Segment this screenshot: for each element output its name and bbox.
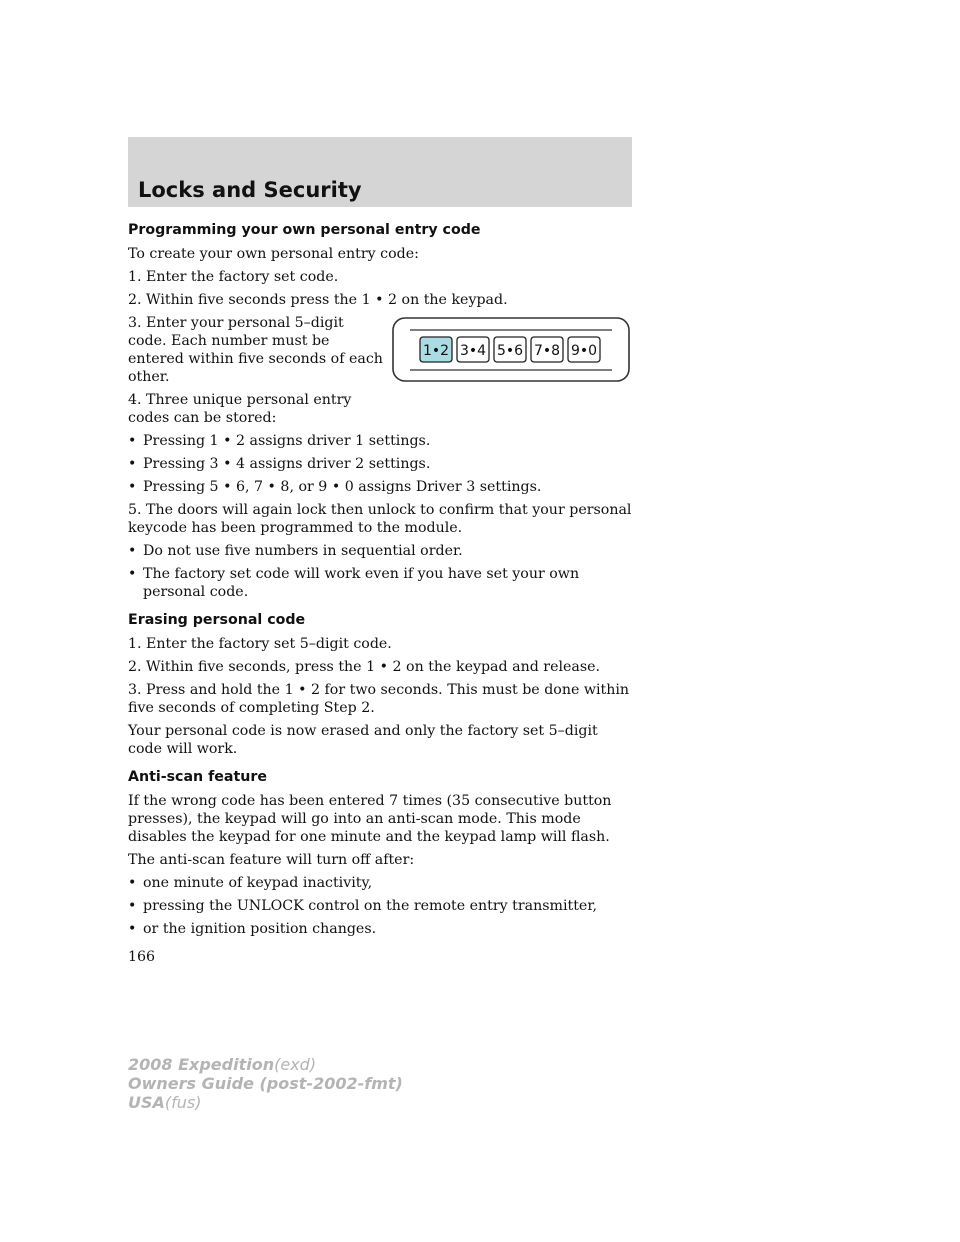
section-title: Locks and Security (138, 178, 362, 202)
keypad-key-label: 1•2 (422, 343, 450, 359)
list-item: • The factory set code will work even if you have set your own personal code. (128, 566, 580, 600)
bullet-icon: • (128, 433, 137, 449)
heading-antiscan: Anti-scan feature (128, 769, 267, 785)
programming-step-4: 4. Three unique personal entry codes can be stored: (128, 392, 352, 426)
bullet-icon: • (128, 921, 137, 937)
heading-erasing: Erasing personal code (128, 612, 306, 628)
footer-line-region: USA(fus) (128, 1093, 202, 1112)
programming-intro: To create your own personal entry code: (128, 246, 419, 262)
keypad-key-label: 9•0 (570, 343, 598, 359)
bullet-icon: • (128, 543, 137, 559)
programming-step-5: 5. The doors will again lock then unlock to confirm that your personal keycode has been programmed to the module. (128, 502, 632, 536)
footer-line-guide: Owners Guide (post-2002-fmt) (128, 1074, 403, 1093)
bullet-icon: • (128, 456, 137, 472)
antiscan-intro: The anti-scan feature will turn off after: (128, 852, 415, 868)
list-item: • Pressing 1 • 2 assigns driver 1 settings. (128, 433, 431, 449)
bullet-icon: • (128, 566, 137, 582)
bullet-icon: • (128, 875, 137, 891)
list-item: • or the ignition position changes. (128, 921, 377, 937)
list-item: • Pressing 3 • 4 assigns driver 2 settings. (128, 456, 431, 472)
erasing-step-2: 2. Within five seconds, press the 1 • 2 on the keypad and release. (128, 659, 601, 675)
bullet-icon: • (128, 479, 137, 495)
footer-line-model: 2008 Expedition(exd) (128, 1055, 317, 1074)
page-content (128, 221, 632, 971)
list-item: • Pressing 5 • 6, 7 • 8, or 9 • 0 assigns Driver 3 settings. (128, 479, 542, 495)
footer (128, 1055, 403, 1112)
programming-step-2: 2. Within five seconds press the 1 • 2 on the keypad. (128, 292, 508, 308)
erasing-step-1: 1. Enter the factory set 5–digit code. (128, 636, 392, 652)
keypad-key-label: 5•6 (496, 343, 524, 359)
erasing-result: Your personal code is now erased and only the factory set 5–digit code will work. (128, 723, 598, 757)
list-item: • Do not use five numbers in sequential order. (128, 543, 463, 559)
list-item: • pressing the UNLOCK control on the remote entry transmitter, (128, 898, 598, 914)
list-item: • one minute of keypad inactivity, (128, 875, 373, 891)
programming-step-3: 3. Enter your personal 5–digit code. Each number must be entered within five seconds of each other. (128, 315, 383, 385)
keypad-key-label: 7•8 (533, 343, 561, 359)
erasing-step-3: 3. Press and hold the 1 • 2 for two seconds. This must be done within five seconds of completing Step 2. (128, 682, 630, 716)
keypad-key-label: 3•4 (459, 343, 487, 359)
antiscan-body: If the wrong code has been entered 7 times (35 consecutive button presses), the keypad will go into an anti-scan mode. This mode disables the keypad for one minute and the keypad lamp will flash. (128, 793, 612, 845)
page-number: 166 (128, 949, 156, 965)
heading-programming: Programming your own personal entry code (128, 222, 481, 238)
bullet-icon: • (128, 898, 137, 914)
programming-step-1: 1. Enter the factory set code. (128, 269, 339, 285)
